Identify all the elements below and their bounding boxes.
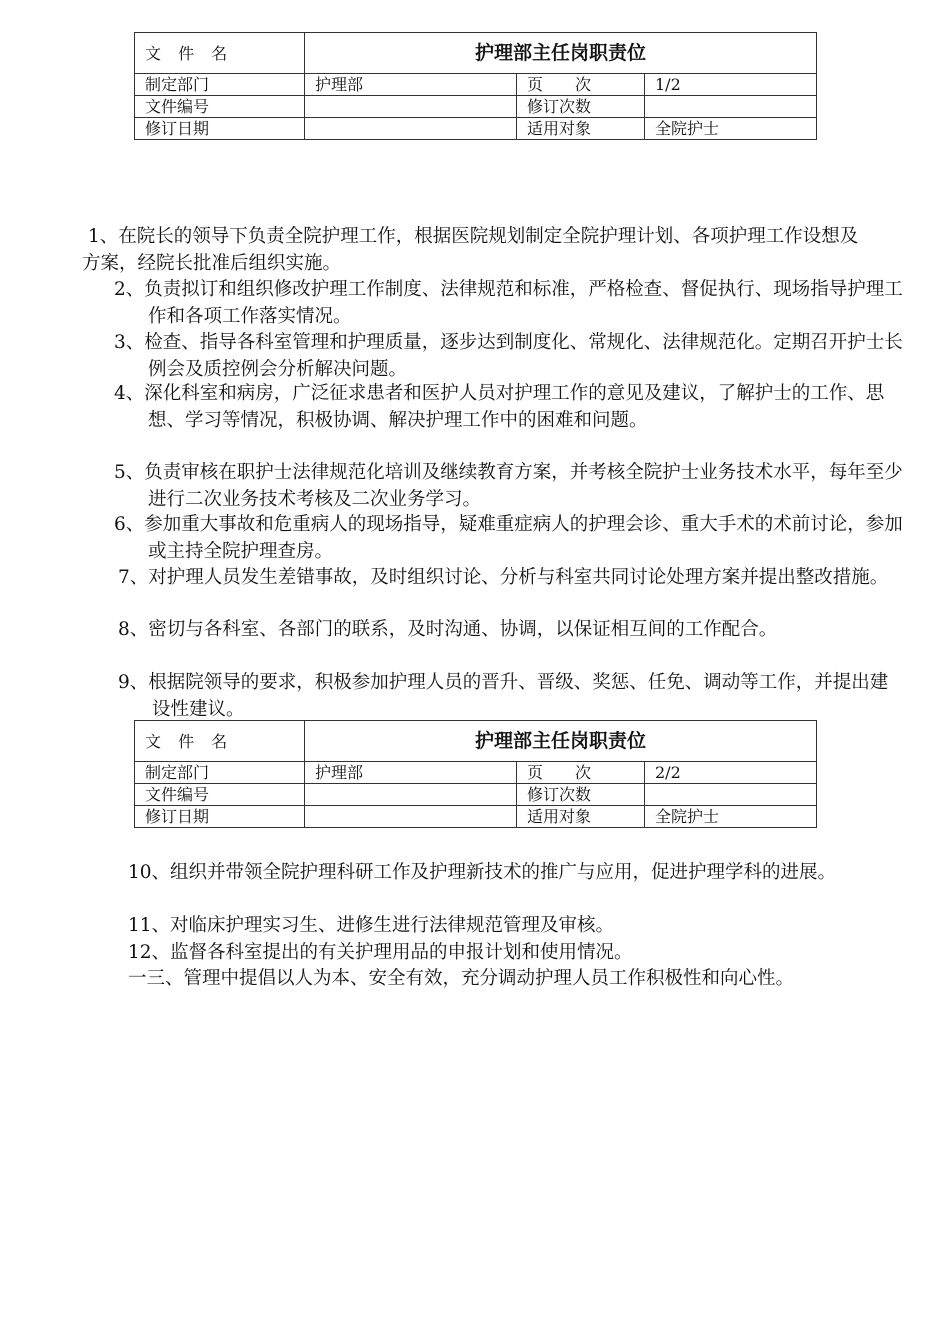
- dept-label: 制定部门: [135, 762, 305, 784]
- target-label: 适用对象: [517, 118, 645, 140]
- item-number: 10、: [128, 862, 171, 883]
- item-text: 负责拟订和组织修改护理工作制度、法律规范和标准，严格检查、督促执行、现场指导护理工作和各项工作落实情况。: [144, 279, 903, 327]
- filename-label: 文 件 名: [135, 721, 305, 762]
- item-number: 一三、: [128, 968, 184, 989]
- revdate-value: [305, 806, 517, 828]
- list-item: [128, 966, 916, 993]
- item-number: 9、: [118, 672, 149, 693]
- list-item: [128, 913, 916, 940]
- item-text: 在院长的领导下负责全院护理工作，根据医院规划制定全院护理计划、各项护理工作设想及方案，经院长批准后组织实施。: [82, 226, 859, 274]
- page-value: 2/2: [645, 762, 817, 784]
- list-item: [114, 460, 906, 513]
- revcount-label: 修订次数: [517, 96, 645, 118]
- fileno-label: 文件编号: [135, 784, 305, 806]
- item-text: 管理中提倡以人为本、安全有效，充分调动护理人员工作积极性和向心性。: [183, 968, 795, 989]
- item-number: 4、: [114, 383, 145, 404]
- revdate-label: 修订日期: [135, 806, 305, 828]
- item-text: 检查、指导各科室管理和护理质量，逐步达到制度化、常规化、法律规范化。定期召开护士长例会及质控例会分析解决问题。: [144, 332, 903, 380]
- item-text: 密切与各科室、各部门的联系，及时沟通、协调，以保证相互间的工作配合。: [148, 619, 778, 640]
- page-label: 页 次: [517, 74, 645, 96]
- item-number: 5、: [114, 462, 145, 483]
- list-item: [118, 565, 896, 592]
- revcount-value: [645, 96, 817, 118]
- fileno-value: [305, 784, 517, 806]
- list-item: [118, 670, 906, 723]
- item-number: 11、: [128, 915, 171, 936]
- target-value: 全院护士: [645, 806, 817, 828]
- list-item: [114, 512, 906, 565]
- item-number: 3、: [114, 332, 145, 353]
- fileno-value: [305, 96, 517, 118]
- filename-label: 文 件 名: [135, 33, 305, 74]
- list-item: [114, 330, 906, 383]
- page-value: 1/2: [645, 74, 817, 96]
- page-label: 页 次: [517, 762, 645, 784]
- document-header-table: [134, 32, 817, 140]
- document-title: 护理部主任岗职责位: [305, 721, 817, 762]
- target-value: 全院护士: [645, 118, 817, 140]
- revdate-label: 修订日期: [135, 118, 305, 140]
- document-title: 护理部主任岗职责位: [305, 33, 817, 74]
- item-number: 12、: [128, 942, 171, 963]
- revcount-value: [645, 784, 817, 806]
- fileno-label: 文件编号: [135, 96, 305, 118]
- item-text: 参加重大事故和危重病人的现场指导，疑难重症病人的护理会诊、重大手术的术前讨论，参加或主持全院护理查房。: [144, 514, 903, 562]
- list-item: [118, 617, 906, 644]
- revcount-label: 修订次数: [517, 784, 645, 806]
- list-item: [114, 381, 906, 434]
- revdate-value: [305, 118, 517, 140]
- list-item: [114, 277, 906, 330]
- target-label: 适用对象: [517, 806, 645, 828]
- list-item: [128, 940, 916, 967]
- item-number: 2、: [114, 279, 145, 300]
- item-text: 监督各科室提出的有关护理用品的申报计划和使用情况。: [170, 942, 633, 963]
- item-text: 对护理人员发生差错事故，及时组织讨论、分析与科室共同讨论处理方案并提出整改措施。: [148, 567, 889, 588]
- item-text: 组织并带领全院护理科研工作及护理新技术的推广与应用，促进护理学科的进展。: [170, 862, 837, 883]
- item-text: 对临床护理实习生、进修生进行法律规范管理及审核。: [170, 915, 615, 936]
- dept-label: 制定部门: [135, 74, 305, 96]
- document-header-table: [134, 720, 817, 828]
- dept-value: 护理部: [305, 762, 517, 784]
- list-item: [82, 224, 872, 277]
- item-number: 1、: [88, 226, 119, 247]
- item-number: 7、: [118, 567, 149, 588]
- item-number: 8、: [118, 619, 149, 640]
- dept-value: 护理部: [305, 74, 517, 96]
- list-item: [128, 860, 916, 887]
- item-text: 负责审核在职护士法律规范化培训及继续教育方案，并考核全院护士业务技术水平，每年至少进行二次业务技术考核及二次业务学习。: [144, 462, 903, 510]
- item-text: 根据院领导的要求，积极参加护理人员的晋升、晋级、奖惩、任免、调动等工作，并提出建设性建议。: [148, 672, 889, 720]
- item-number: 6、: [114, 514, 145, 535]
- item-text: 深化科室和病房，广泛征求患者和医护人员对护理工作的意见及建议，了解护士的工作、思想、学习等情况，积极协调、解决护理工作中的困难和问题。: [144, 383, 885, 431]
